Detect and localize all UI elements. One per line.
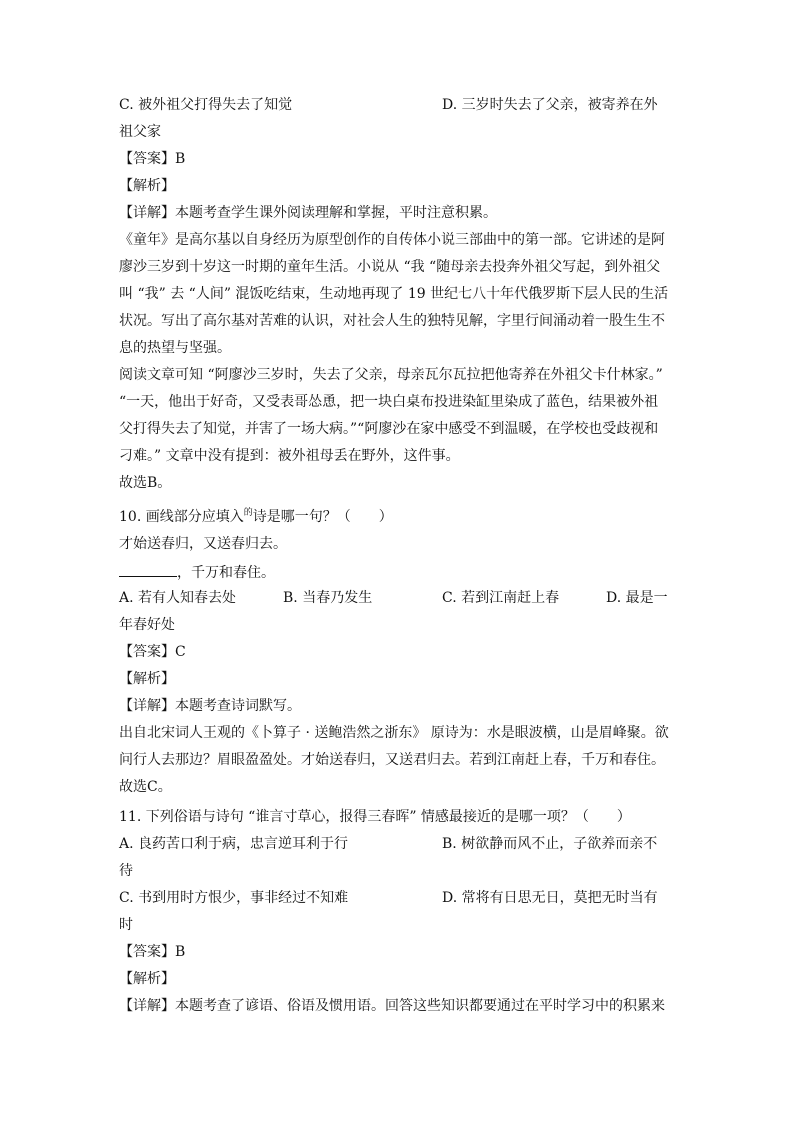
q10-conclusion: 故选C。: [119, 779, 172, 795]
q11-option-a: A. 良药苦口利于病，忠言逆耳利于行: [119, 836, 349, 852]
q10-stem-sup: 的: [243, 508, 253, 518]
q9-analysis-label: 【解析】: [119, 178, 175, 194]
q11-option-b: B. 树欲静而风不止，子欲养而亲不: [442, 836, 658, 852]
q10-option-a: A. 若有人知春去处: [119, 590, 237, 606]
q10-detail-line: 出自北宋词人王观的《卜算子 · 送鲍浩然之浙东》 原诗为：水是眼波横，山是眉峰聚。欲: [119, 725, 669, 741]
q9-detail-line: 《童年》是高尔基以自身经历为原型创作的自传体小说三部曲中的第一部。它讲述的是阿: [119, 232, 665, 248]
q9-detail-line: 【详解】本题考查学生课外阅读理解和掌握，平时注意积累。: [119, 205, 497, 221]
q11-detail-line: 【详解】本题考查了谚语、俗语及惯用语。回答这些知识都要通过在平时学习中的积累来: [119, 998, 665, 1014]
q9-answer: 【答案】B: [119, 151, 186, 167]
q9-option-d: D. 三岁时失去了父亲，被寄养在外: [442, 97, 658, 113]
q10-fill-blank: [119, 562, 177, 577]
q9-conclusion: 故选B。: [119, 475, 172, 491]
q9-detail-line: 父打得失去了知觉，并害了一场大病。”“阿廖沙在家中感受不到温暖，在学校也受歧视和: [119, 421, 659, 437]
q11-option-c: C. 书到用时方恨少，事非经过不知难: [119, 890, 349, 906]
q10-option-c: C. 若到江南赶上春: [442, 590, 560, 606]
q9-detail-line: “一天，他出于好奇，又受表哥怂恿，把一块白桌布投进染缸里染成了蓝色，结果被外祖: [119, 394, 659, 410]
q10-option-d: D. 最是一: [606, 590, 668, 606]
q9-detail-line: 刁难。” 文章中没有提到：被外祖母丢在野外，这件事。: [119, 448, 460, 464]
q10-option-b: B. 当春乃发生: [283, 590, 373, 606]
q9-detail-line: 状况。写出了高尔基对苦难的认识，对社会人生的独特见解，字里行间涌动着一股生生不: [119, 313, 665, 329]
q10-detail-line: 【详解】本题考查诗词默写。: [119, 698, 301, 714]
q10-stem: [119, 508, 393, 528]
q11-analysis-label: 【解析】: [119, 971, 175, 987]
q10-analysis-label: 【解析】: [119, 671, 175, 687]
q11-option-d: D. 常将有日思无日，莫把无时当有: [442, 890, 658, 906]
q10-stem-pre: 10. 画线部分应填入: [119, 509, 244, 525]
q10-detail-line: 问行人去那边？眉眼盈盈处。才始送春归，又送君归去。若到江南赶上春，千万和春住。: [119, 752, 665, 768]
q9-detail-line: 廖沙三岁到十岁这一时期的童年生活。小说从 “我 “随母亲去投奔外祖父写起，到外祖父: [119, 259, 661, 275]
q10-poem-line2-rest: ，千万和春住。: [177, 565, 275, 581]
q11-answer: 【答案】B: [119, 944, 186, 960]
q10-answer: 【答案】C: [119, 644, 186, 660]
q9-option-c: C. 被外祖父打得失去了知觉: [119, 97, 293, 113]
q10-option-d-cont: 年春好处: [119, 617, 175, 633]
q9-detail-line: 叫 “我” 去 “人间” 混饭吃结束，生动地再现了 19 世纪七八十年代俄罗斯下层人民的生活: [119, 286, 669, 302]
q10-poem-line2: [119, 562, 275, 582]
q11-stem: 11. 下列俗语与诗句 “谁言寸草心，报得三春晖” 情感最接近的是哪一项？（ ）: [119, 809, 631, 825]
q10-poem-line1: 才始送春归，又送春归去。: [119, 536, 287, 552]
q10-stem-post: 诗是哪一句？（ ）: [252, 509, 393, 525]
q11-option-b-cont: 待: [119, 863, 133, 879]
q9-option-d-cont: 祖父家: [119, 124, 161, 140]
q9-detail-line: 息的热望与坚强。: [119, 340, 231, 356]
q9-detail-line: 阅读文章可知 “阿廖沙三岁时，失去了父亲，母亲瓦尔瓦拉把他寄养在外祖父卡什林家。”: [119, 367, 663, 383]
q11-option-d-cont: 时: [119, 917, 133, 933]
